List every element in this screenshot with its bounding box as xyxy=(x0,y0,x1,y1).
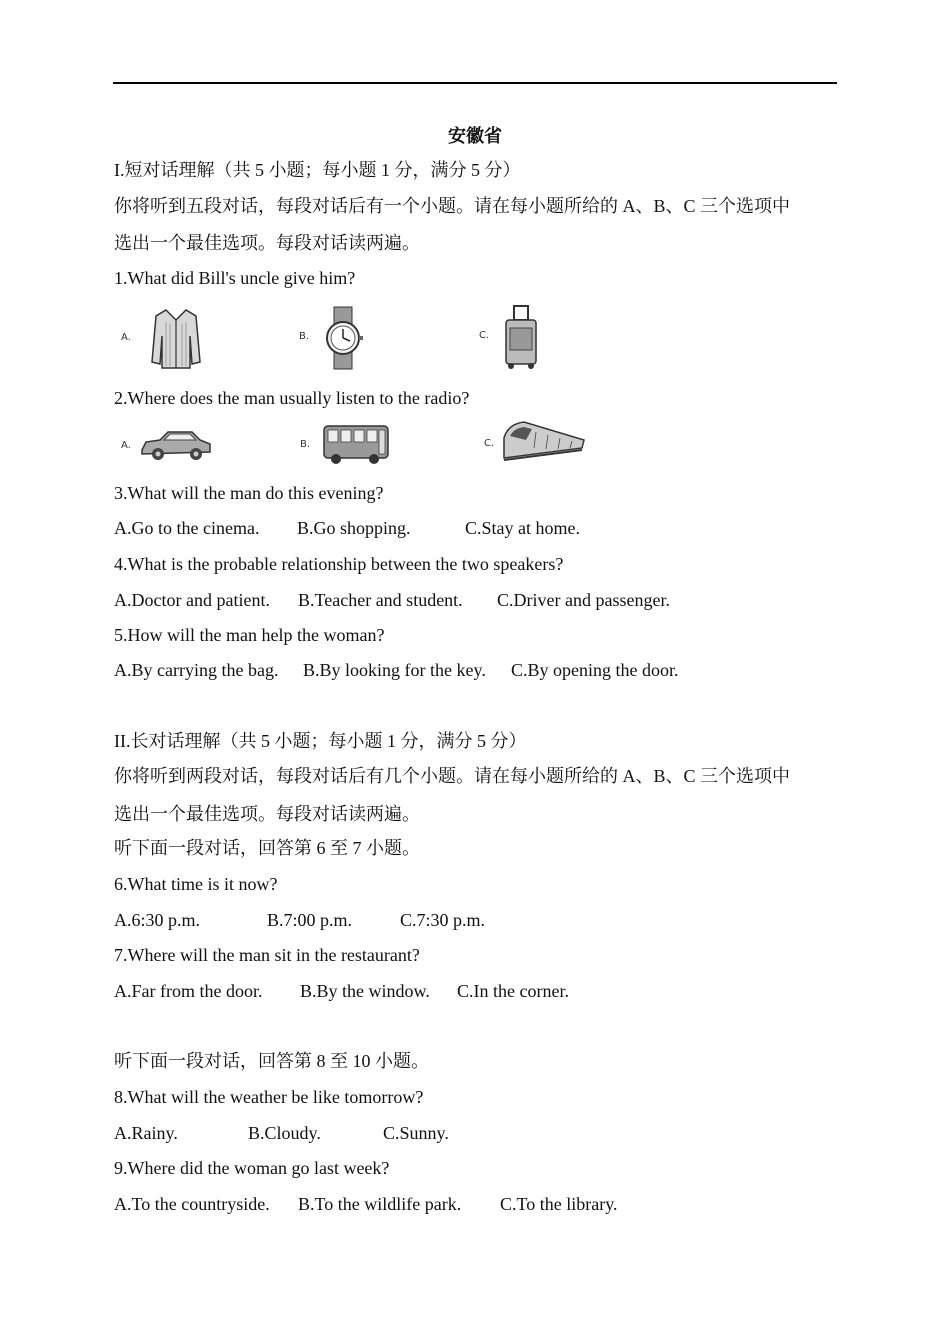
question-8: 8.What will the weather be like tomorrow? xyxy=(114,1087,424,1107)
q9-option-a: A.To the countryside. xyxy=(114,1194,270,1214)
dialog-1-intro: 听下面一段对话，回答第 6 至 7 小题。 xyxy=(114,838,420,858)
page-title: 安徽省 xyxy=(448,126,502,146)
q4-option-c: C.Driver and passenger. xyxy=(497,590,670,610)
q5-option-a: A.By carrying the bag. xyxy=(114,660,279,680)
q6-option-a: A.6:30 p.m. xyxy=(114,910,201,930)
car-icon xyxy=(138,424,214,464)
header-rule xyxy=(113,82,837,84)
section2-heading: II.长对话理解（共 5 小题；每小题 1 分，满分 5 分） xyxy=(114,731,527,751)
section2-instruction-line2: 选出一个最佳选项。每段对话读两遍。 xyxy=(114,804,420,824)
q3-option-c: C.Stay at home. xyxy=(465,518,580,538)
q8-option-b: B.Cloudy. xyxy=(248,1123,321,1143)
section1-instruction-line2: 选出一个最佳选项。每段对话读两遍。 xyxy=(114,233,420,253)
section1-heading: I.短对话理解（共 5 小题；每小题 1 分，满分 5 分） xyxy=(114,160,521,180)
q5-option-c: C.By opening the door. xyxy=(511,660,679,680)
suitcase-icon xyxy=(500,304,542,370)
q4-option-a: A.Doctor and patient. xyxy=(114,590,270,610)
q3-option-a: A.Go to the cinema. xyxy=(114,518,260,538)
q8-option-a: A.Rainy. xyxy=(114,1123,178,1143)
question-1: 1.What did Bill's uncle give him? xyxy=(114,268,356,288)
q2-label-c: C. xyxy=(484,438,495,449)
q1-label-c: C. xyxy=(479,330,490,341)
question-6: 6.What time is it now? xyxy=(114,874,278,894)
sweater-icon xyxy=(148,306,204,370)
q9-option-b: B.To the wildlife park. xyxy=(298,1194,462,1214)
q3-option-b: B.Go shopping. xyxy=(297,518,411,538)
q6-option-b: B.7:00 p.m. xyxy=(267,910,353,930)
q1-label-b: B. xyxy=(299,331,310,342)
watch-icon xyxy=(320,305,366,371)
question-5: 5.How will the man help the woman? xyxy=(114,625,385,645)
train-icon xyxy=(502,418,586,466)
q7-option-b: B.By the window. xyxy=(300,981,430,1001)
question-7: 7.Where will the man sit in the restaurant? xyxy=(114,945,420,965)
question-2: 2.Where does the man usually listen to the radio? xyxy=(114,388,470,408)
q5-option-b: B.By looking for the key. xyxy=(303,660,486,680)
q8-option-c: C.Sunny. xyxy=(383,1123,449,1143)
q7-option-c: C.In the corner. xyxy=(457,981,569,1001)
bus-icon xyxy=(320,422,392,466)
q2-label-a: A. xyxy=(121,440,131,451)
q6-option-c: C.7:30 p.m. xyxy=(400,910,486,930)
section1-instruction-line1: 你将听到五段对话，每段对话后有一个小题。请在每小题所给的 A、B、C 三个选项中 xyxy=(114,196,791,216)
q7-option-a: A.Far from the door. xyxy=(114,981,263,1001)
question-3: 3.What will the man do this evening? xyxy=(114,483,384,503)
question-9: 9.Where did the woman go last week? xyxy=(114,1158,390,1178)
dialog-2-intro: 听下面一段对话，回答第 8 至 10 小题。 xyxy=(114,1051,429,1071)
q9-option-c: C.To the library. xyxy=(500,1194,618,1214)
q1-label-a: A. xyxy=(121,332,131,343)
question-4: 4.What is the probable relationship between the two speakers? xyxy=(114,554,564,574)
q2-label-b: B. xyxy=(300,439,311,450)
section2-instruction-line1: 你将听到两段对话，每段对话后有几个小题。请在每小题所给的 A、B、C 三个选项中 xyxy=(114,766,791,786)
q4-option-b: B.Teacher and student. xyxy=(298,590,463,610)
